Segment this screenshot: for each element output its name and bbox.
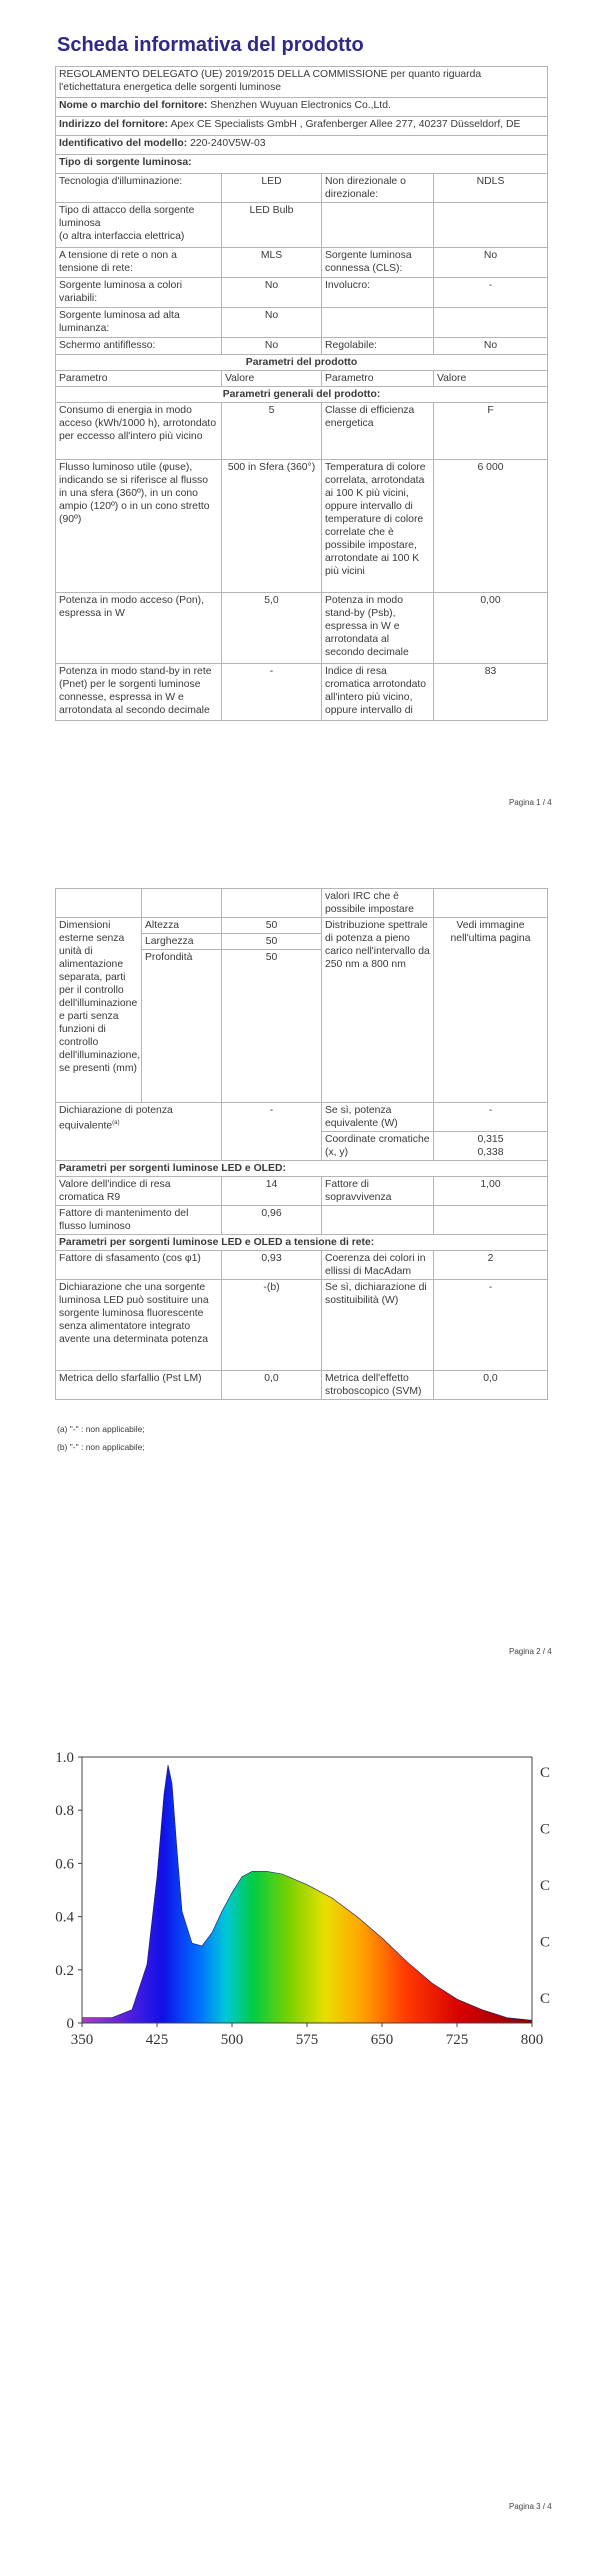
- document-title: Scheda informativa del prodotto: [57, 34, 364, 56]
- right-axis-label: C: [540, 1991, 551, 2007]
- spec-value: No: [434, 248, 548, 278]
- spec-value: No: [222, 338, 322, 355]
- x-tick-label: 800: [520, 2032, 544, 2048]
- param-value: 5,0: [222, 593, 322, 664]
- supplier-address-label: Indirizzo del fornitore:: [59, 119, 169, 130]
- footnote-b: (b) "-" : non applicabile;: [57, 1442, 145, 1452]
- x-tick-label: 650: [370, 2032, 394, 2048]
- param-label: Metrica dello sfarfallio (Pst LM): [56, 1371, 222, 1400]
- param-label: Se sì, dichiarazione di sostituibilità (W): [322, 1280, 434, 1371]
- right-axis-label: C: [540, 1821, 551, 1838]
- column-header: Parametro: [56, 371, 222, 387]
- spec-label: Tipo di attacco della sorgente luminosa (o altra interfaccia elettrica): [56, 203, 222, 248]
- dimension-name: Larghezza: [142, 934, 222, 950]
- param-label: Temperatura di colore correlata, arrotondata ai 100 K più vicini, oppure intervallo di temperature di colore correlate che è possibile impostare, arrotondate ai 100 K più vicini: [322, 460, 434, 593]
- param-row: [56, 1206, 548, 1235]
- param-value: 0,0: [222, 1371, 322, 1400]
- param-label: Indice di resa cromatica arrotondato all'intero più vicino, oppure intervallo di: [322, 664, 434, 721]
- param-row: [56, 1103, 548, 1132]
- param-value: 2: [434, 1251, 548, 1280]
- spec-label: Sorgente luminosa connessa (CLS):: [322, 248, 434, 278]
- spec-label: [322, 308, 434, 338]
- column-header: Valore: [434, 371, 548, 387]
- spec-row: [56, 203, 548, 248]
- x-tick-label: 725: [445, 2032, 469, 2048]
- y-tick-label: 0.2: [55, 1962, 74, 1979]
- param-label: valori IRC che è possibile impostare: [322, 889, 434, 918]
- model-row: [56, 136, 548, 155]
- dimension-value: 50: [222, 934, 322, 950]
- param-value: 0,96: [222, 1206, 322, 1235]
- empty-cell: [142, 889, 222, 918]
- spec-label: Involucro:: [322, 278, 434, 308]
- param-label: Potenza in modo stand-by in rete (Pnet) per le sorgenti luminose connesse, espressa in W e arrotondata al secondo decimale: [56, 664, 222, 721]
- model-id: 220-240V5W-03: [190, 138, 266, 149]
- x-tick-label: 500: [220, 2032, 244, 2048]
- param-label: [56, 1103, 222, 1161]
- continuation-row: [56, 889, 548, 918]
- param-row: [56, 664, 548, 721]
- param-value: [434, 1132, 548, 1161]
- param-value: 500 in Sfera (360°): [222, 460, 322, 593]
- spec-value: No: [222, 308, 322, 338]
- param-value: 0,0: [434, 1371, 548, 1400]
- param-label: Dichiarazione che una sorgente luminosa LED può sostituire una sorgente luminosa fluorescente senza alimentatore integrato avente una determinata potenza: [56, 1280, 222, 1371]
- param-label: Fattore di mantenimento del flusso luminoso: [56, 1206, 222, 1235]
- param-row: [56, 1177, 548, 1206]
- right-axis-label: C: [540, 1765, 551, 1781]
- param-row: [56, 460, 548, 593]
- param-label: Coerenza dei colori in ellissi di MacAdam: [322, 1251, 434, 1280]
- param-row: [56, 1371, 548, 1400]
- spec-row: [56, 308, 548, 338]
- param-label: Flusso luminoso utile (φuse), indicando se si riferisce al flusso in una sfera (360º), in un cono ampio (120º) o in un cono stretto (90º): [56, 460, 222, 593]
- empty-cell: [434, 889, 548, 918]
- param-label: Fattore di sopravvivenza: [322, 1177, 434, 1206]
- spec-value: No: [434, 338, 548, 355]
- spec-value: LED Bulb: [222, 203, 322, 248]
- x-tick-label: 425: [145, 2032, 169, 2048]
- spec-value: [434, 203, 548, 248]
- x-tick-label: 350: [70, 2032, 94, 2048]
- param-label: Consumo di energia in modo acceso (kWh/1000 h), arrotondato per eccesso all'intero più vicino: [56, 403, 222, 460]
- param-value: -(b): [222, 1280, 322, 1371]
- supplier-name: Shenzhen Wuyuan Electronics Co.,Ltd.: [210, 100, 391, 111]
- param-value: 14: [222, 1177, 322, 1206]
- spec-label: A tensione di rete o non a tensione di rete:: [56, 248, 222, 278]
- dimensions-row: [56, 918, 548, 934]
- param-value: 5: [222, 403, 322, 460]
- spectral-power-distribution-chart: [40, 1745, 560, 2055]
- param-row: [56, 593, 548, 664]
- spec-value: MLS: [222, 248, 322, 278]
- param-label: Distribuzione spettrale di potenza a pieno carico nell'intervallo da 250 nm a 800 nm: [322, 918, 434, 1103]
- empty-cell: [222, 889, 322, 918]
- page-number: Pagina 1 / 4: [509, 798, 552, 807]
- spec-label: [322, 203, 434, 248]
- spec-row: [56, 248, 548, 278]
- product-info-table: [55, 66, 548, 721]
- y-tick-label: 0: [66, 2016, 74, 2032]
- params-header-row: [56, 371, 548, 387]
- params-heading: Parametri del prodotto: [56, 355, 548, 371]
- supplier-address-row: [56, 117, 548, 136]
- param-label: Fattore di sfasamento (cos φ1): [56, 1251, 222, 1280]
- equivalent-power-label: Dichiarazione di potenza equivalente: [59, 1105, 173, 1132]
- param-value: -: [222, 664, 322, 721]
- led-params-heading: Parametri per sorgenti luminose LED e OLED:: [56, 1161, 548, 1177]
- empty-cell: [322, 1206, 434, 1235]
- spec-label: Regolabile:: [322, 338, 434, 355]
- param-label: Metrica dell'effetto stroboscopico (SVM): [322, 1371, 434, 1400]
- column-header: Valore: [222, 371, 322, 387]
- page-number: Pagina 3 / 4: [509, 2502, 552, 2511]
- supplier-name-row: [56, 98, 548, 117]
- spec-value: NDLS: [434, 174, 548, 203]
- dimensions-label: Dimensioni esterne senza unità di alimentazione separata, parti per il controllo dell'illuminazione e parti senza funzioni di controllo dell'illuminazione, se presenti (mm): [56, 918, 142, 1103]
- spec-value: No: [222, 278, 322, 308]
- param-value: Vedi immagine nell'ultima pagina: [434, 918, 548, 1103]
- param-label: Potenza in modo stand-by (Psb), espressa in W e arrotondata al secondo decimale: [322, 593, 434, 664]
- param-label: Potenza in modo acceso (Pon), espressa in W: [56, 593, 222, 664]
- param-row: [56, 1251, 548, 1280]
- dimension-value: 50: [222, 918, 322, 934]
- spec-label: Tecnologia d'illuminazione:: [56, 174, 222, 203]
- param-label: Valore dell'indice di resa cromatica R9: [56, 1177, 222, 1206]
- param-label: Classe di efficienza energetica: [322, 403, 434, 460]
- spec-value: [434, 308, 548, 338]
- spec-row: [56, 174, 548, 203]
- general-params-heading: Parametri generali del prodotto:: [56, 387, 548, 403]
- spec-value: LED: [222, 174, 322, 203]
- y-tick-label: 0.8: [55, 1803, 74, 1820]
- spec-label: Sorgente luminosa a colori variabili:: [56, 278, 222, 308]
- param-row: [56, 1280, 548, 1371]
- right-axis-label: C: [540, 1878, 551, 1894]
- param-value: F: [434, 403, 548, 460]
- param-row: [56, 403, 548, 460]
- param-value: 1,00: [434, 1177, 548, 1206]
- empty-cell: [434, 1206, 548, 1235]
- footnote-a: (a) "-" : non applicabile;: [57, 1424, 145, 1434]
- y-tick-label: 1.0: [55, 1750, 74, 1766]
- chroma-x: 0,315: [477, 1134, 504, 1145]
- param-label: Coordinate cromatiche (x, y): [322, 1132, 434, 1161]
- regulation-text: REGOLAMENTO DELEGATO (UE) 2019/2015 DELLA COMMISSIONE per quanto riguarda l'etichettatura energetica delle sorgenti luminose: [56, 67, 548, 98]
- column-header: Parametro: [322, 371, 434, 387]
- spec-label: Schermo antififlesso:: [56, 338, 222, 355]
- y-tick-label: 0.6: [55, 1856, 74, 1873]
- empty-cell: [56, 889, 142, 918]
- dimension-value: 50: [222, 950, 322, 1103]
- param-label: Se sì, potenza equivalente (W): [322, 1103, 434, 1132]
- model-label: Identificativo del modello:: [59, 138, 188, 149]
- mains-params-heading: Parametri per sorgenti luminose LED e OLED a tensione di rete:: [56, 1235, 548, 1251]
- y-tick-label: 0.4: [55, 1909, 74, 1926]
- param-value: 0,93: [222, 1251, 322, 1280]
- supplier-name-label: Nome o marchio del fornitore:: [59, 100, 208, 111]
- param-value: 83: [434, 664, 548, 721]
- dimension-name: Altezza: [142, 918, 222, 934]
- source-type-heading: Tipo di sorgente luminosa:: [56, 155, 548, 174]
- spec-row: [56, 338, 548, 355]
- spec-label: Sorgente luminosa ad alta luminanza:: [56, 308, 222, 338]
- param-value: -: [434, 1103, 548, 1132]
- param-value: -: [434, 1280, 548, 1371]
- x-tick-label: 575: [295, 2032, 319, 2048]
- product-info-table-continued: [55, 888, 548, 1400]
- chroma-y: 0,338: [477, 1147, 504, 1158]
- spec-label: Non direzionale o direzionale:: [322, 174, 434, 203]
- spec-row: [56, 278, 548, 308]
- spec-value: -: [434, 278, 548, 308]
- param-value: 0,00: [434, 593, 548, 664]
- param-value: -: [222, 1103, 322, 1161]
- footnote-ref: (a): [112, 1120, 120, 1126]
- page-number: Pagina 2 / 4: [509, 1647, 552, 1656]
- param-value: 6 000: [434, 460, 548, 593]
- spectrum-area: [82, 1765, 532, 2023]
- right-axis-label: C: [540, 1934, 551, 1951]
- dimension-name: Profondità: [142, 950, 222, 1103]
- supplier-address: Apex CE Specialists GmbH , Grafenberger Allee 277, 40237 Düsseldorf, DE: [170, 119, 521, 130]
